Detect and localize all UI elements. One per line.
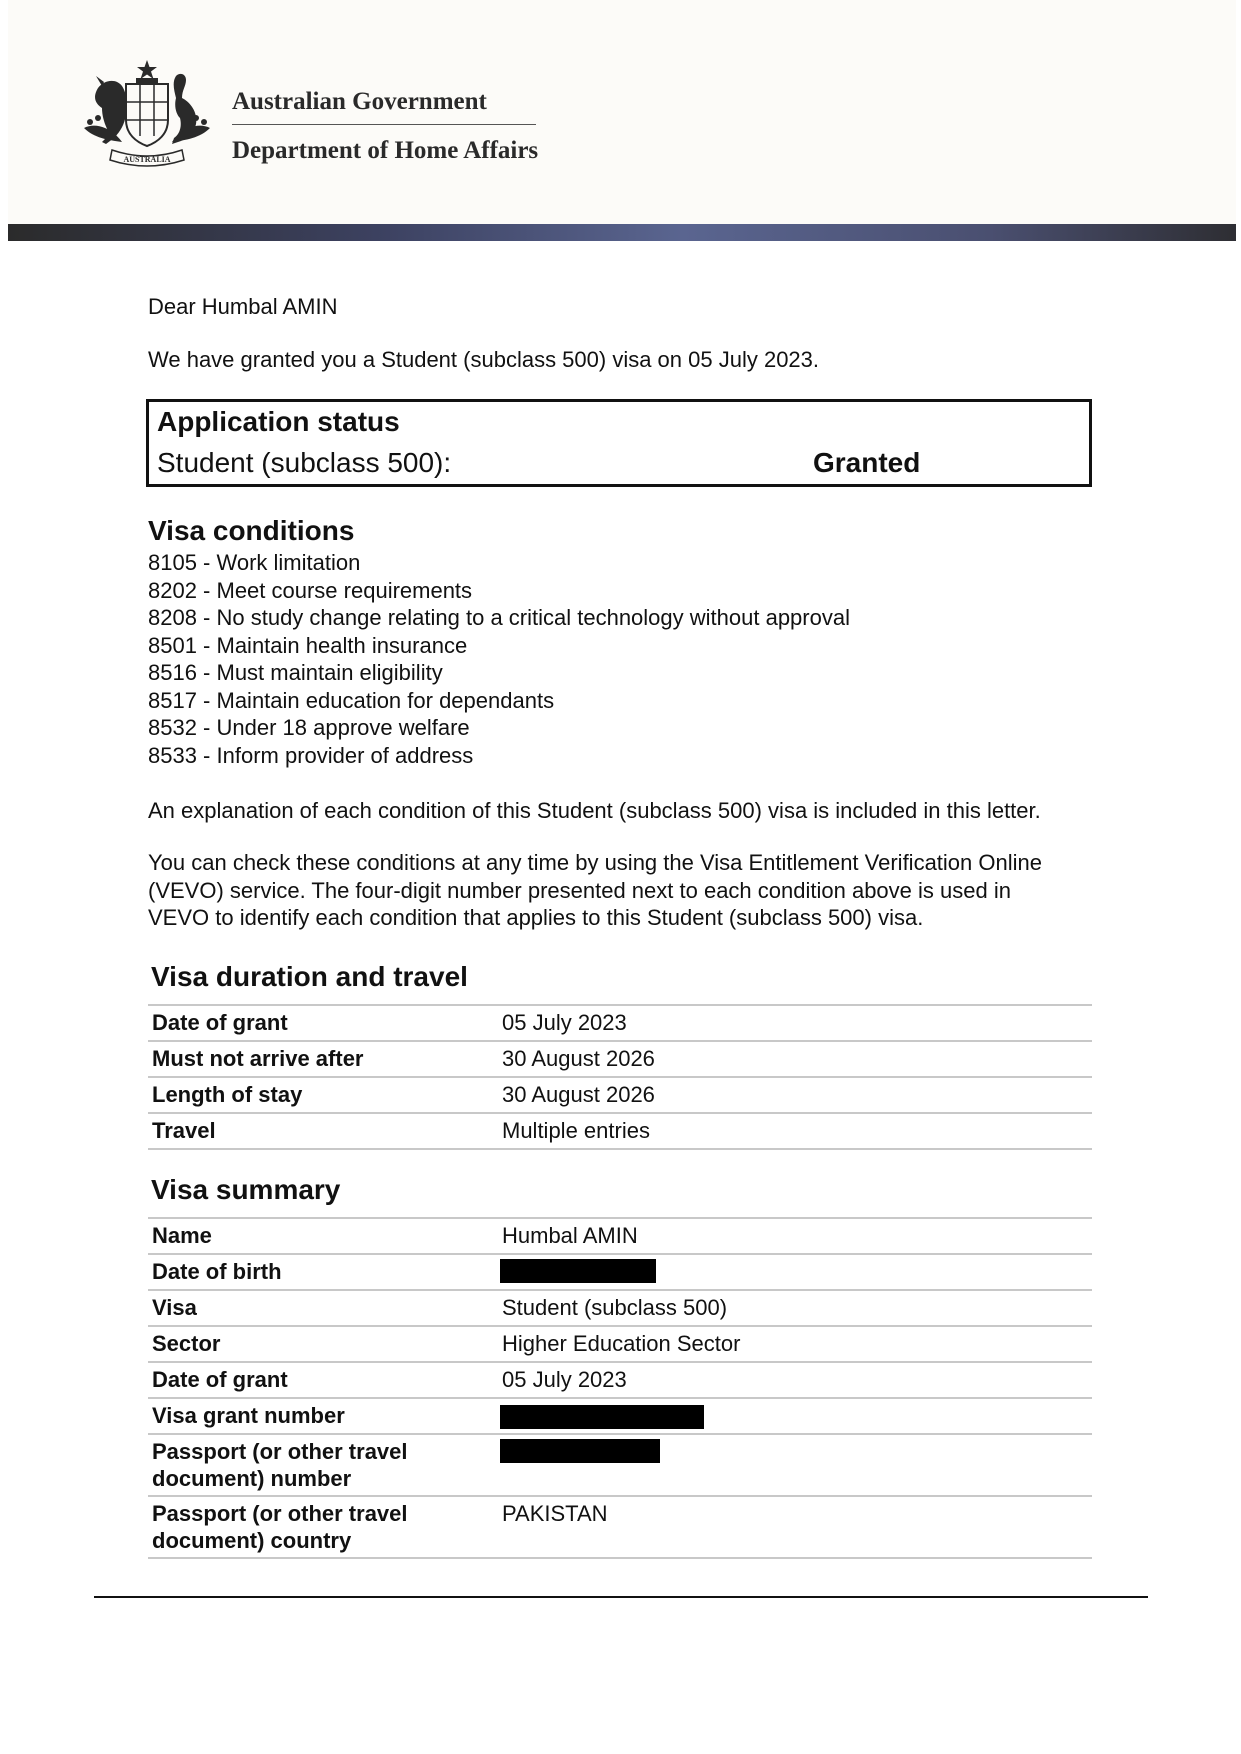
table-row [148, 1078, 1092, 1114]
row-label: Date of birth [152, 1259, 282, 1284]
condition-item: 8105 - Work limitation [148, 550, 361, 575]
row-label-line: document) number [152, 1466, 352, 1491]
application-status-box [146, 399, 1092, 487]
row-label: Must not arrive after [152, 1046, 364, 1071]
row-label: Visa [152, 1295, 197, 1320]
letterhead-divider [232, 124, 536, 125]
row-label-line: Passport (or other travel [152, 1439, 408, 1464]
table-row [148, 1255, 1092, 1291]
condition-item: 8202 - Meet course requirements [148, 577, 473, 603]
row-value: Multiple entries [502, 1118, 650, 1143]
visa-conditions-list [148, 549, 850, 769]
government-name: Australian Government [232, 88, 487, 115]
row-label: Travel [152, 1118, 216, 1143]
row-label: Name [152, 1223, 212, 1248]
condition-item: 8501 - Maintain health insurance [148, 632, 468, 658]
visa-duration-heading: Visa duration and travel [151, 961, 468, 992]
row-label: Date of grant [152, 1010, 288, 1035]
row-value: Student (subclass 500) [502, 1295, 728, 1320]
row-label: Sector [152, 1331, 221, 1356]
row-label: Visa grant number [152, 1403, 345, 1428]
department-name: Department of Home Affairs [232, 137, 539, 164]
crest-ribbon-text: AUSTRALIA [123, 155, 171, 164]
status-title: Application status [157, 406, 400, 437]
salutation: Dear Humbal AMIN [148, 294, 338, 319]
table-row [148, 1291, 1092, 1327]
coat-of-arms-icon [76, 58, 218, 170]
table-row [148, 1399, 1092, 1435]
vevo-paragraph [148, 849, 1042, 932]
redacted-passport-number [500, 1439, 660, 1463]
status-label: Student (subclass 500): [157, 447, 452, 478]
row-label [152, 1438, 408, 1492]
grant-statement: We have granted you a Student (subclass 500) visa on 05 July 2023. [148, 347, 820, 372]
visa-duration-table [148, 1004, 1092, 1150]
row-value: 30 August 2026 [502, 1082, 655, 1107]
redacted-visa-grant-number [500, 1405, 704, 1429]
vevo-line: You can check these conditions at any time by using the Visa Entitlement Verification Online [148, 850, 1042, 875]
footer-divider [94, 1596, 1148, 1598]
row-label-line: document) country [152, 1528, 352, 1553]
conditions-explanation: An explanation of each condition of this Student (subclass 500) visa is included in this letter. [148, 798, 1041, 823]
row-value: PAKISTAN [502, 1501, 608, 1526]
vevo-line: VEVO to identify each condition that applies to this Student (subclass 500) visa. [148, 905, 924, 930]
row-label-line: Passport (or other travel [152, 1501, 408, 1526]
row-value: Humbal AMIN [502, 1223, 638, 1248]
row-value: 05 July 2023 [502, 1367, 627, 1392]
row-label: Length of stay [152, 1082, 303, 1107]
row-label: Date of grant [152, 1367, 288, 1392]
condition-item: 8517 - Maintain education for dependants [148, 687, 555, 713]
condition-item: 8533 - Inform provider of address [148, 742, 474, 768]
condition-item: 8532 - Under 18 approve welfare [148, 715, 470, 740]
row-value: 30 August 2026 [502, 1046, 655, 1071]
row-value: 05 July 2023 [502, 1010, 627, 1035]
visa-conditions-heading: Visa conditions [148, 515, 355, 546]
table-row [148, 1006, 1092, 1042]
table-row [148, 1327, 1092, 1363]
table-row [148, 1114, 1092, 1150]
visa-summary-table [148, 1217, 1092, 1559]
visa-summary-heading: Visa summary [151, 1174, 341, 1205]
table-row [148, 1497, 1092, 1559]
row-label [152, 1500, 408, 1554]
row-value: Higher Education Sector [502, 1331, 741, 1356]
header-band [8, 224, 1236, 241]
status-value: Granted [813, 447, 921, 478]
table-row [148, 1219, 1092, 1255]
table-row [148, 1363, 1092, 1399]
table-row [148, 1435, 1092, 1497]
table-row [148, 1042, 1092, 1078]
condition-item: 8516 - Must maintain eligibility [148, 660, 443, 685]
redacted-date-of-birth [500, 1259, 656, 1283]
vevo-line: (VEVO) service. The four-digit number presented next to each condition above is used in [148, 877, 1011, 903]
condition-item: 8208 - No study change relating to a critical technology without approval [148, 605, 850, 630]
